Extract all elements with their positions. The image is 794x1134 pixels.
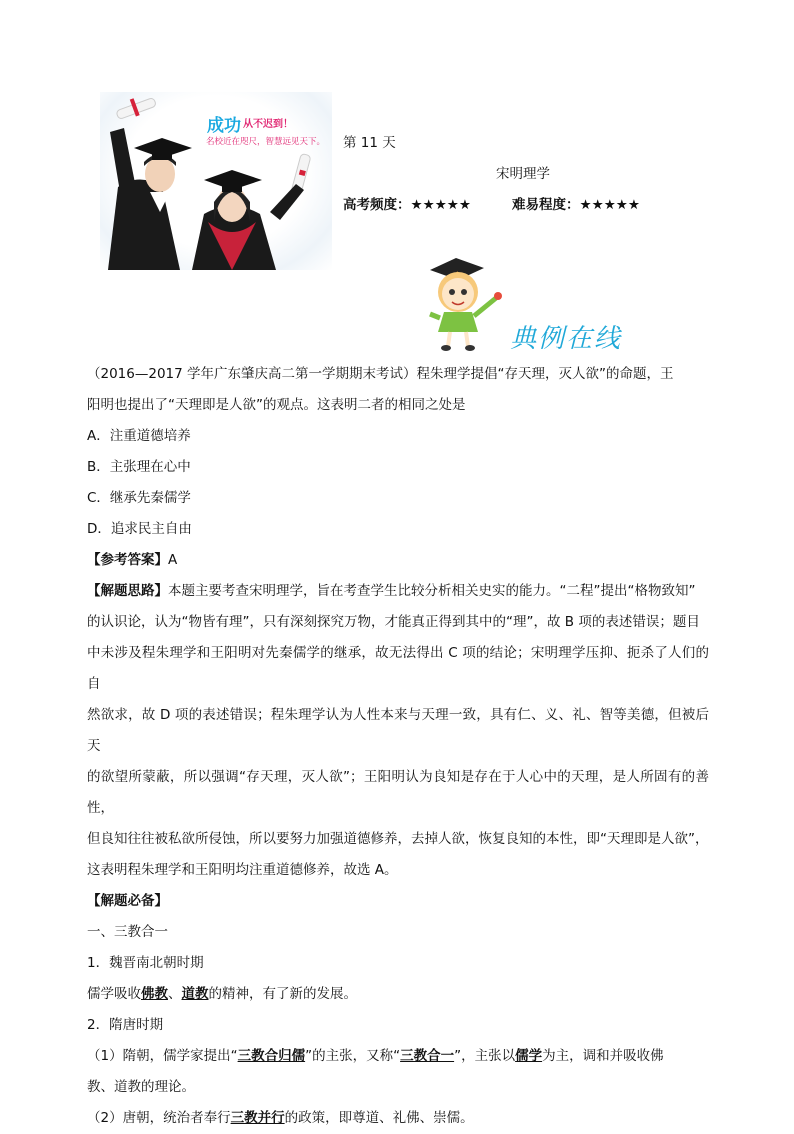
keyword: 儒学 bbox=[515, 1048, 543, 1064]
text-run: （1）隋朝，儒学家提出“ bbox=[87, 1048, 238, 1064]
option-b: B．主张理在心中 bbox=[87, 459, 191, 475]
section-title: 典例在线 bbox=[510, 324, 623, 354]
day-label: 第 11 天 bbox=[343, 135, 396, 151]
analysis-line1 bbox=[87, 576, 709, 607]
analysis-line: 中未涉及程朱理学和王阳明对先秦儒学的继承，故无法得出 C 项的结论；宋明理学压抑、扼杀了人们的自 bbox=[87, 645, 709, 692]
keyword: 三教合归儒 bbox=[237, 1048, 306, 1064]
essentials-item1-title: 1．魏晋南北朝时期 bbox=[87, 955, 204, 971]
text-run: ”的主张，又称“ bbox=[305, 1048, 401, 1064]
banner-slogan-sub: 从不迟到！ bbox=[243, 119, 293, 130]
text-run: ”，主张以 bbox=[454, 1048, 516, 1064]
keyword: 三教合一 bbox=[400, 1048, 455, 1064]
analysis-label: 【解题思路】 bbox=[87, 583, 168, 599]
analysis-line: 的欲望所蒙蔽，所以强调“存天理，灭人欲”；王阳明认为良知是存在于人心中的天理，是人所固有的善性， bbox=[87, 769, 709, 816]
essentials-item2-title: 2．隋唐时期 bbox=[87, 1017, 164, 1033]
text-run: （2）唐朝，统治者奉行 bbox=[87, 1110, 231, 1126]
answer-label: 【参考答案】 bbox=[87, 552, 168, 568]
text-run: 的精神，有了新的发展。 bbox=[208, 986, 357, 1002]
keyword: 道教 bbox=[181, 986, 209, 1002]
essentials-item1-text bbox=[87, 979, 709, 1010]
essentials-item2-sub1-line2: 教、道教的理论。 bbox=[87, 1079, 195, 1095]
analysis-line: 但良知往往被私欲所侵蚀，所以要努力加强道德修养，去掉人欲，恢复良知的本性，即“天理即是人欲”， bbox=[87, 831, 709, 847]
analysis-line: 这表明程朱理学和王阳明均注重道德修养，故选 A。 bbox=[87, 862, 398, 878]
banner-slogan-line2: 名校近在咫尺，智慧远见天下。 bbox=[206, 137, 326, 147]
option-d: D．追求民主自由 bbox=[87, 521, 192, 537]
question-stem-line2: 阳明也提出了“天理即是人欲”的观点。这表明二者的相同之处是 bbox=[87, 397, 466, 413]
answer-line bbox=[87, 545, 709, 576]
text-run: 儒学吸收 bbox=[87, 986, 141, 1002]
question-stem-line1: （2016—2017 学年广东肇庆高二第一学期期末考试）程朱理学提倡“存天理，灭人欲”的命题，王 bbox=[87, 366, 674, 382]
keyword: 三教并行 bbox=[230, 1110, 285, 1126]
keyword: 佛教 bbox=[141, 986, 168, 1002]
analysis-line: 的认识论，认为“物皆有理”，只有深刻探究万物，才能真正得到其中的“理”，故 B 项的表述错误；题目 bbox=[87, 614, 700, 630]
topic-title: 宋明理学 bbox=[496, 166, 550, 182]
mascot-icon bbox=[422, 252, 512, 356]
answer-value: A bbox=[168, 552, 178, 568]
text-run: 、 bbox=[168, 986, 182, 1002]
essentials-item2-sub1 bbox=[87, 1041, 709, 1072]
banner-slogan-main: 成功 bbox=[207, 116, 241, 136]
option-c: C．继承先秦儒学 bbox=[87, 490, 191, 506]
text-run: 的政策，即尊道、礼佛、崇儒。 bbox=[284, 1110, 474, 1126]
text-run: 为主，调和并吸收佛 bbox=[542, 1048, 664, 1064]
analysis-line: 然欲求，故 D 项的表述错误；程朱理学认为人性本来与天理一致，具有仁、义、礼、智等美德，但被后天 bbox=[87, 707, 709, 754]
essentials-heading: 一、三教合一 bbox=[87, 924, 168, 940]
difficulty-rating: 难易程度：★★★★★ bbox=[512, 197, 641, 213]
option-a: A．注重道德培养 bbox=[87, 428, 191, 444]
essentials-item2-sub2 bbox=[87, 1103, 709, 1134]
question-stem bbox=[87, 359, 709, 1134]
essentials-label: 【解题必备】 bbox=[87, 893, 168, 909]
analysis-text: 本题主要考查宋明理学，旨在考查学生比较分析相关史实的能力。“二程”提出“格物致知” bbox=[168, 583, 696, 599]
frequency-rating: 高考频度：★★★★★ bbox=[343, 197, 472, 213]
